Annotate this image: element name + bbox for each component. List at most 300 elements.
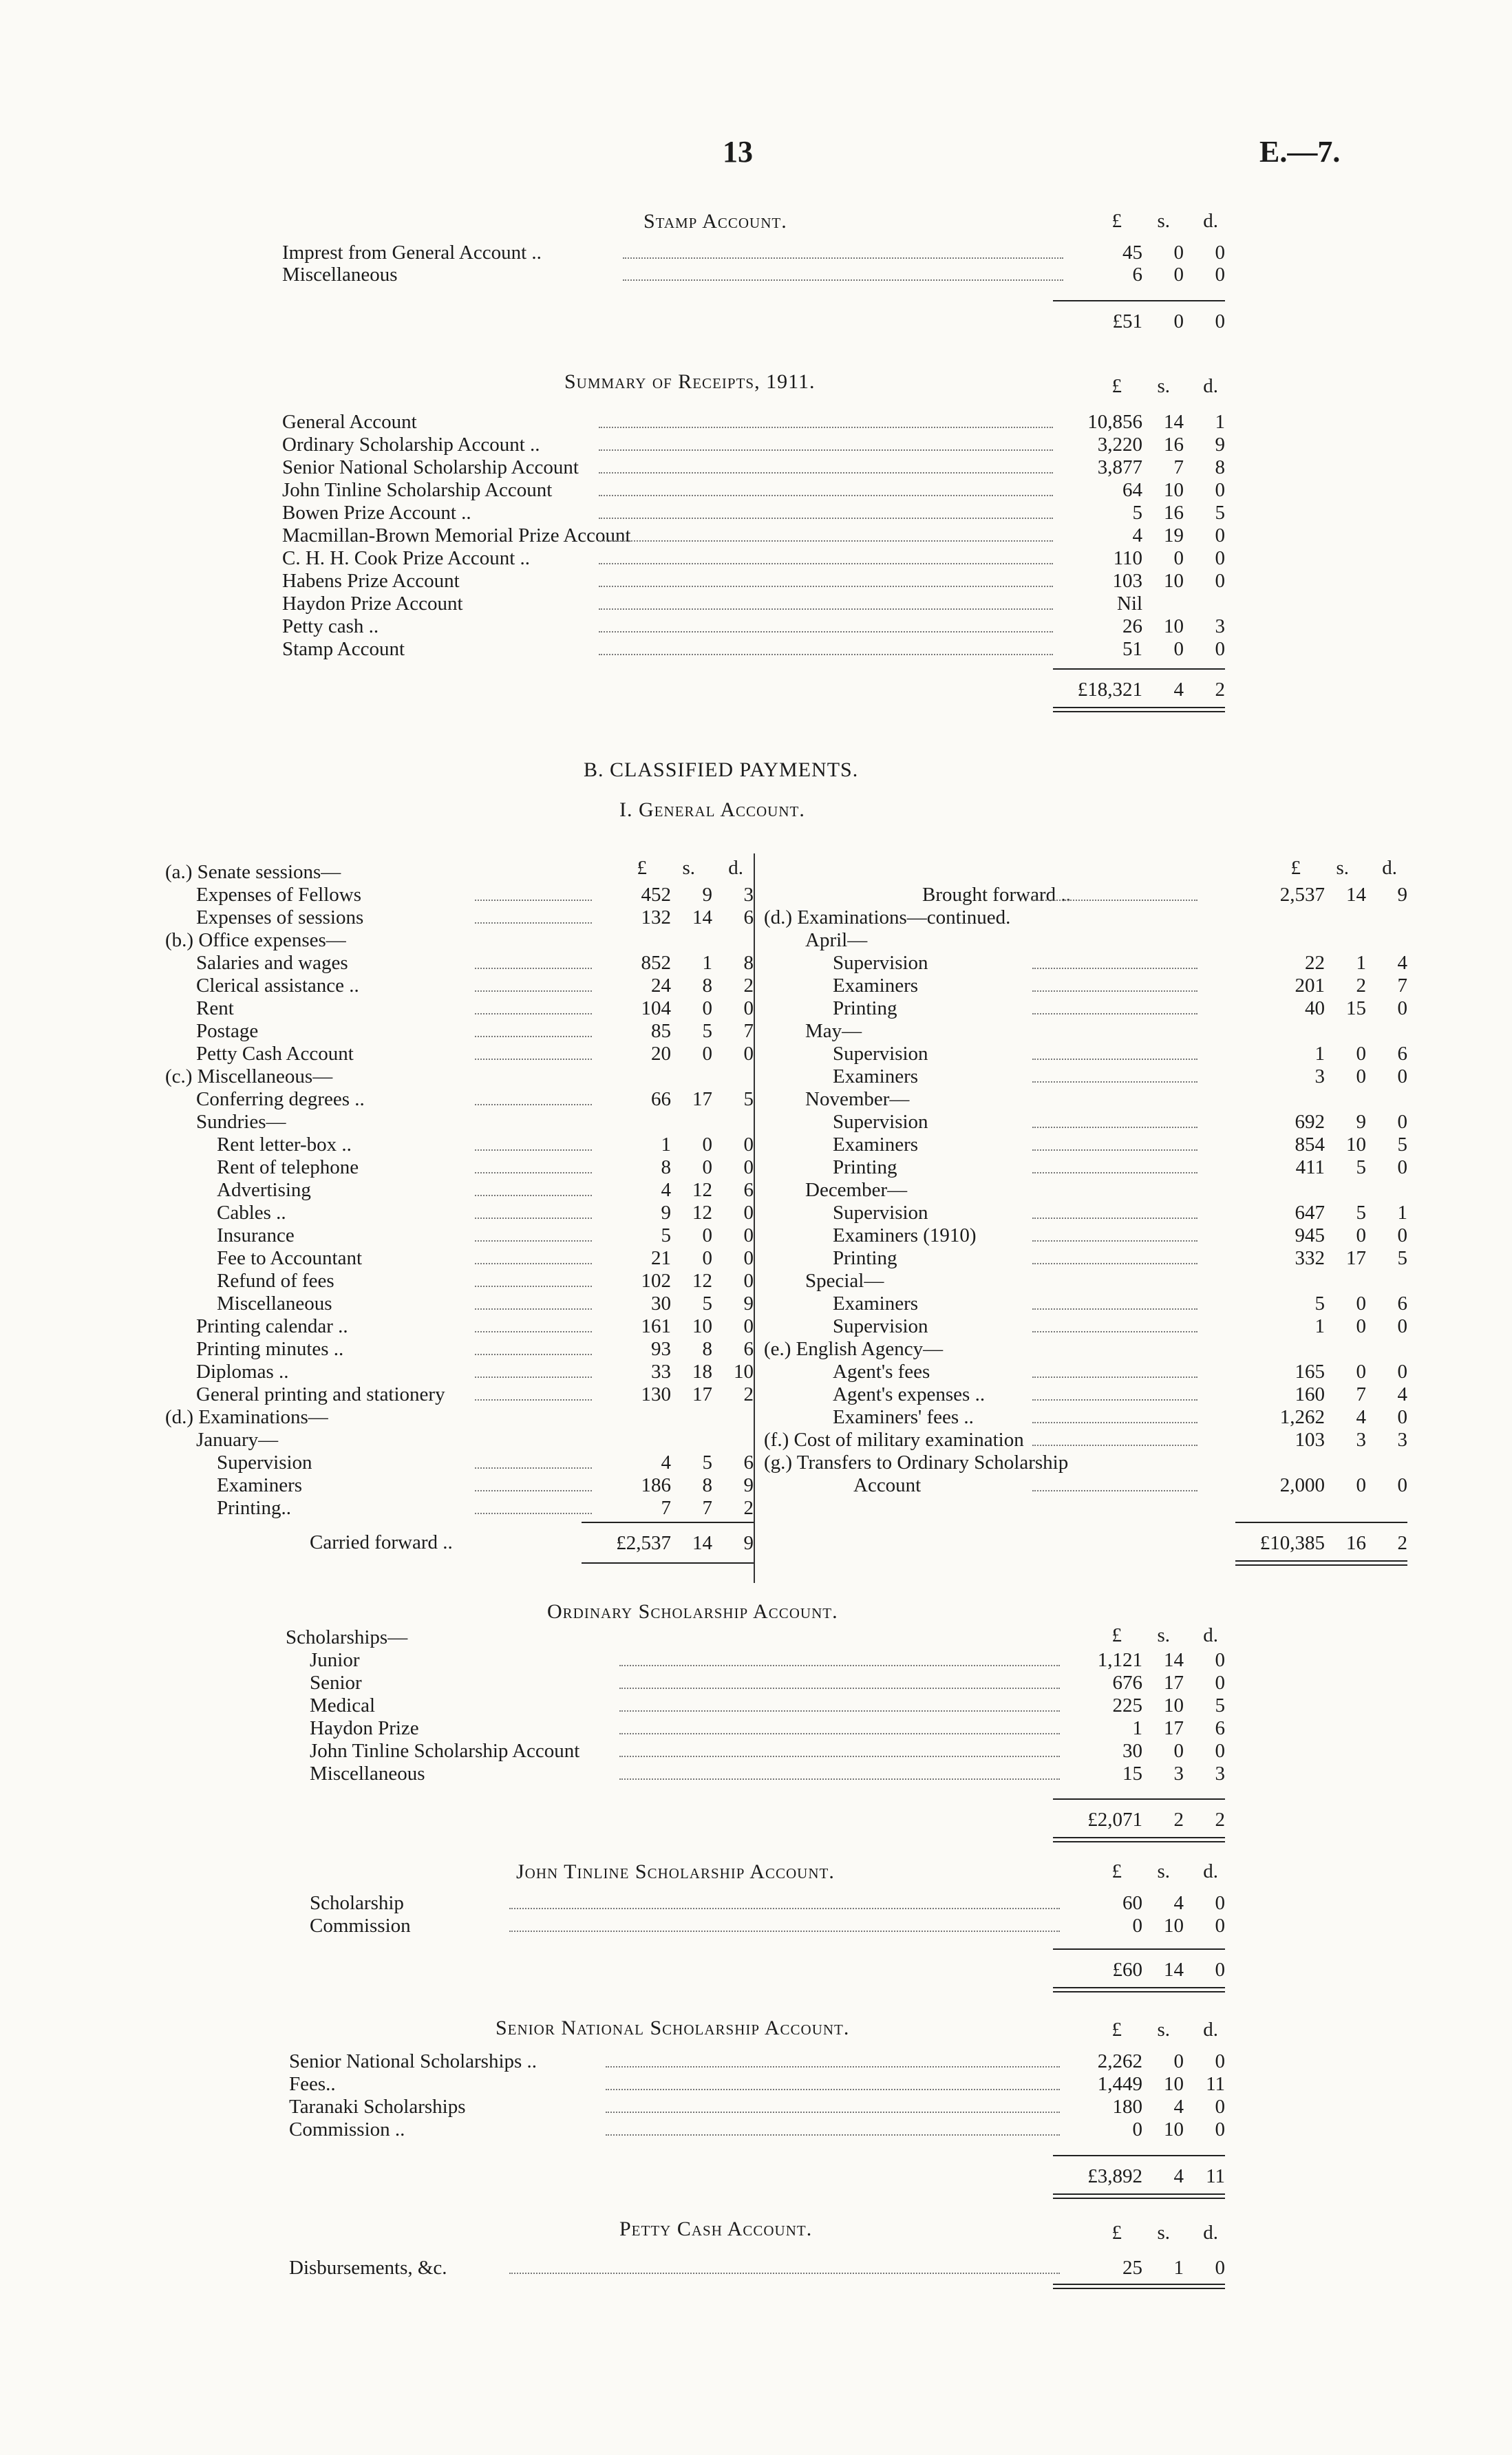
ledger-row bbox=[0, 1914, 1512, 1937]
amount-shillings: 10 bbox=[1164, 615, 1184, 637]
amount-shillings: 0 bbox=[1173, 264, 1184, 286]
shilling-header: s. bbox=[1157, 210, 1170, 232]
leader-dots bbox=[619, 1739, 1060, 1757]
ledger-row bbox=[0, 524, 1512, 547]
amount-shillings: 5 bbox=[1356, 1156, 1366, 1178]
amount-pence: 0 bbox=[1215, 2050, 1225, 2072]
amount-pounds: 225 bbox=[1112, 1694, 1142, 1717]
row-label: Bowen Prize Account .. bbox=[282, 502, 471, 524]
row-label: John Tinline Scholarship Account bbox=[310, 1740, 580, 1762]
leader-dots bbox=[509, 2256, 1060, 2274]
row-label: Rent letter-box .. bbox=[217, 1134, 352, 1156]
row-label: Examiners bbox=[217, 1474, 303, 1496]
amount-pence: 5 bbox=[743, 1088, 754, 1110]
row-label: Clerical assistance .. bbox=[196, 975, 359, 997]
amount-pence: 9 bbox=[743, 1293, 754, 1315]
amount-shillings: 19 bbox=[1164, 524, 1184, 546]
leader-dots bbox=[1032, 1133, 1197, 1151]
row-label: John Tinline Scholarship Account bbox=[282, 479, 553, 501]
amount-shillings: 1 bbox=[702, 952, 712, 974]
ledger-row bbox=[0, 1065, 1512, 1088]
amount-pounds: 180 bbox=[1112, 2096, 1142, 2118]
row-label: Printing bbox=[833, 1247, 897, 1269]
leader-dots bbox=[1032, 1315, 1197, 1332]
row-label: Examiners bbox=[833, 1134, 919, 1156]
amount-pence: 6 bbox=[1397, 1293, 1407, 1315]
ledger-row bbox=[0, 1156, 1512, 1179]
amount-pence: 0 bbox=[1397, 1156, 1407, 1178]
amount-shillings: 10 bbox=[1164, 2118, 1184, 2140]
amount-pounds: 103 bbox=[1112, 570, 1142, 592]
amount-pounds: 1 bbox=[1314, 1315, 1325, 1337]
total-rule-top bbox=[1053, 1798, 1225, 1800]
amount-pounds: 647 bbox=[1295, 1202, 1325, 1224]
row-label: Conferring degrees .. bbox=[196, 1088, 365, 1110]
amount-pounds: 25 bbox=[1122, 2257, 1142, 2279]
row-label: Supervision bbox=[833, 1202, 928, 1224]
total-shillings: 16 bbox=[1346, 1532, 1366, 1554]
amount-shillings: 12 bbox=[692, 1179, 712, 1201]
leader-dots bbox=[1032, 883, 1197, 901]
amount-shillings: 3 bbox=[1356, 1429, 1366, 1451]
shilling-header: s. bbox=[1157, 2222, 1170, 2244]
amount-pence: 0 bbox=[1215, 1649, 1225, 1671]
shilling-header: s. bbox=[1157, 2019, 1170, 2041]
summary-receipts-title: Summary of Receipts, 1911. bbox=[564, 370, 816, 393]
total-rule-top bbox=[1235, 1522, 1407, 1523]
ledger-row bbox=[0, 1428, 1512, 1452]
total-rule-top bbox=[582, 1522, 754, 1523]
amount-pounds: 6 bbox=[1132, 264, 1142, 286]
amount-shillings: 0 bbox=[1356, 1065, 1366, 1087]
ledger-row bbox=[0, 1042, 1512, 1065]
amount-pounds: 66 bbox=[651, 1088, 671, 1110]
amount-pence: 6 bbox=[1215, 1717, 1225, 1739]
currency-header bbox=[1053, 1860, 1232, 1884]
amount-pounds: 854 bbox=[1295, 1134, 1325, 1156]
amount-shillings: 0 bbox=[702, 1224, 712, 1246]
amount-shillings: 16 bbox=[1164, 502, 1184, 524]
amount-pence: 0 bbox=[1397, 1361, 1407, 1383]
amount-pounds: 3,220 bbox=[1097, 434, 1142, 456]
amount-pounds: 110 bbox=[1113, 547, 1142, 569]
row-label: Scholarship bbox=[310, 1892, 404, 1914]
ledger-row bbox=[0, 1474, 1512, 1497]
amount-shillings: 12 bbox=[692, 1270, 712, 1292]
amount-pence: 1 bbox=[1215, 411, 1225, 433]
amount-shillings: 0 bbox=[1356, 1224, 1366, 1246]
leader-dots bbox=[475, 1496, 592, 1514]
amount-pounds: Nil bbox=[1116, 593, 1142, 615]
row-label: (f.) Cost of military examination bbox=[764, 1429, 1024, 1451]
ledger-row bbox=[0, 501, 1512, 524]
amount-pounds: 5 bbox=[661, 1224, 671, 1246]
row-label: Disbursements, &c. bbox=[289, 2257, 447, 2279]
amount-shillings: 0 bbox=[1173, 2050, 1184, 2072]
ledger-row bbox=[0, 906, 1512, 929]
leader-dots bbox=[619, 1648, 1060, 1666]
leader-dots bbox=[623, 263, 1063, 281]
ledger-row bbox=[0, 1110, 1512, 1134]
amount-pounds: 30 bbox=[1122, 1740, 1142, 1762]
amount-pence: 0 bbox=[1215, 638, 1225, 660]
amount-pence: 0 bbox=[1397, 1406, 1407, 1428]
shilling-header: s. bbox=[682, 857, 695, 879]
total-pence: 0 bbox=[1215, 310, 1225, 332]
ledger-row bbox=[0, 1178, 1512, 1202]
row-label: Printing bbox=[833, 997, 897, 1019]
amount-shillings: 5 bbox=[702, 1452, 712, 1474]
petty-cash-title: Petty Cash Account. bbox=[619, 2218, 813, 2240]
amount-pence: 11 bbox=[1206, 2073, 1225, 2095]
currency-header bbox=[1053, 375, 1232, 398]
amount-shillings: 10 bbox=[1164, 479, 1184, 501]
amount-pence: 0 bbox=[1215, 547, 1225, 569]
amount-pounds: 20 bbox=[651, 1043, 671, 1065]
amount-shillings: 1 bbox=[1356, 952, 1366, 974]
total-pounds: £10,385 bbox=[1259, 1532, 1325, 1554]
amount-shillings: 1 bbox=[1173, 2257, 1184, 2279]
amount-pence: 1 bbox=[1397, 1202, 1407, 1224]
ledger-row bbox=[0, 478, 1512, 502]
amount-pounds: 692 bbox=[1295, 1111, 1325, 1133]
ledger-row bbox=[0, 263, 1512, 286]
row-label: April— bbox=[805, 929, 868, 951]
row-label: Taranaki Scholarships bbox=[289, 2096, 466, 2118]
amount-shillings: 5 bbox=[702, 1020, 712, 1042]
amount-pence: 6 bbox=[743, 1338, 754, 1360]
row-label: Examiners' fees .. bbox=[833, 1406, 974, 1428]
amount-pence: 10 bbox=[734, 1361, 754, 1383]
amount-pence: 5 bbox=[1397, 1247, 1407, 1269]
amount-pence: 6 bbox=[1397, 1043, 1407, 1065]
amount-shillings: 0 bbox=[702, 1134, 712, 1156]
amount-pence: 7 bbox=[743, 1020, 754, 1042]
row-label: Special— bbox=[805, 1270, 884, 1292]
amount-pounds: 186 bbox=[641, 1474, 671, 1496]
amount-shillings: 15 bbox=[1346, 997, 1366, 1019]
amount-pence: 0 bbox=[743, 1134, 754, 1156]
tinline-total bbox=[0, 1958, 1512, 1981]
row-label: (a.) Senate sessions— bbox=[165, 861, 341, 883]
amount-pounds: 676 bbox=[1112, 1672, 1142, 1694]
row-label: Petty Cash Account bbox=[196, 1043, 354, 1065]
amount-pence: 2 bbox=[743, 975, 754, 997]
leader-dots bbox=[1032, 1474, 1197, 1491]
amount-shillings: 10 bbox=[692, 1315, 712, 1337]
row-label: Refund of fees bbox=[217, 1270, 334, 1292]
leader-dots bbox=[619, 1694, 1060, 1712]
ledger-row bbox=[0, 1133, 1512, 1156]
amount-shillings: 0 bbox=[1356, 1043, 1366, 1065]
amount-pounds: 201 bbox=[1295, 975, 1325, 997]
amount-shillings: 17 bbox=[692, 1383, 712, 1405]
row-label: C. H. H. Cook Prize Account .. bbox=[282, 547, 531, 569]
amount-pence: 0 bbox=[743, 1315, 754, 1337]
leader-dots bbox=[1032, 997, 1197, 1014]
page-reference: E.—7. bbox=[1259, 135, 1341, 169]
total-shillings: 4 bbox=[1173, 679, 1184, 701]
row-label: Miscellaneous bbox=[310, 1763, 425, 1785]
shilling-header: s. bbox=[1336, 857, 1349, 879]
leader-dots bbox=[509, 1914, 1060, 1932]
row-label: January— bbox=[196, 1429, 279, 1451]
row-label: Ordinary Scholarship Account .. bbox=[282, 434, 540, 456]
amount-pence: 0 bbox=[743, 1156, 754, 1178]
amount-pounds: 5 bbox=[1132, 502, 1142, 524]
amount-pounds: 104 bbox=[641, 997, 671, 1019]
ledger-row bbox=[0, 1292, 1512, 1315]
leader-dots bbox=[623, 241, 1063, 259]
row-label: Brought forward .. bbox=[922, 884, 1071, 906]
row-label: Cables .. bbox=[217, 1202, 286, 1224]
amount-shillings: 3 bbox=[1173, 1763, 1184, 1785]
amount-shillings: 14 bbox=[1164, 1649, 1184, 1671]
amount-pounds: 1 bbox=[1132, 1717, 1142, 1739]
amount-shillings: 14 bbox=[1164, 411, 1184, 433]
amount-pounds: 161 bbox=[641, 1315, 671, 1337]
currency-header bbox=[1053, 2019, 1232, 2042]
amount-pounds: 7 bbox=[661, 1497, 671, 1519]
leader-dots bbox=[1032, 1110, 1197, 1128]
ledger-row bbox=[0, 1626, 1512, 1649]
row-label: May— bbox=[805, 1020, 862, 1042]
leader-dots bbox=[606, 2050, 1060, 2068]
pence-header: d. bbox=[1203, 375, 1218, 397]
pence-header: d. bbox=[1382, 857, 1397, 879]
total-shillings: 2 bbox=[1173, 1809, 1184, 1831]
total-rule-bottom bbox=[1053, 1987, 1225, 1988]
leader-dots bbox=[1032, 1292, 1197, 1310]
row-label: Supervision bbox=[833, 1111, 928, 1133]
amount-pence: 0 bbox=[1397, 1315, 1407, 1337]
leader-dots bbox=[1032, 1246, 1197, 1264]
amount-pence: 0 bbox=[1215, 1672, 1225, 1694]
amount-pounds: 0 bbox=[1132, 2118, 1142, 2140]
amount-pence: 6 bbox=[743, 1452, 754, 1474]
total-pence: 11 bbox=[1206, 2165, 1225, 2187]
ledger-row bbox=[0, 637, 1512, 661]
amount-shillings: 0 bbox=[1173, 547, 1184, 569]
row-label: Macmillan-Brown Memorial Prize Account bbox=[282, 524, 631, 546]
amount-shillings: 0 bbox=[1356, 1474, 1366, 1496]
amount-shillings: 10 bbox=[1164, 1915, 1184, 1937]
amount-shillings: 5 bbox=[702, 1293, 712, 1315]
total-rule-top bbox=[1053, 668, 1225, 670]
ledger-row bbox=[0, 997, 1512, 1020]
amount-pence: 3 bbox=[1215, 1763, 1225, 1785]
leader-dots bbox=[1032, 1224, 1197, 1242]
leader-dots bbox=[599, 637, 1053, 655]
amount-shillings: 7 bbox=[1356, 1383, 1366, 1405]
classified-payments-heading: B. CLASSIFIED PAYMENTS. bbox=[584, 758, 859, 781]
row-label: Supervision bbox=[833, 1043, 928, 1065]
ledger-row bbox=[0, 974, 1512, 997]
amount-shillings: 0 bbox=[1356, 1361, 1366, 1383]
row-label: Insurance bbox=[217, 1224, 295, 1246]
amount-shillings: 0 bbox=[1173, 1740, 1184, 1762]
leader-dots bbox=[599, 410, 1053, 428]
amount-pence: 0 bbox=[1397, 997, 1407, 1019]
amount-pence: 5 bbox=[1215, 1694, 1225, 1717]
row-label: Haydon Prize Account bbox=[282, 593, 463, 615]
amount-pence: 5 bbox=[1397, 1134, 1407, 1156]
row-label: Salaries and wages bbox=[196, 952, 348, 974]
leader-dots bbox=[619, 1671, 1060, 1689]
amount-pounds: 0 bbox=[1132, 1915, 1142, 1937]
amount-pounds: 1,121 bbox=[1097, 1649, 1142, 1671]
total-pounds: £60 bbox=[1112, 1959, 1142, 1981]
amount-shillings: 10 bbox=[1346, 1134, 1366, 1156]
row-label: Printing calendar .. bbox=[196, 1315, 348, 1337]
amount-pounds: 93 bbox=[651, 1338, 671, 1360]
amount-shillings: 7 bbox=[1173, 456, 1184, 478]
row-label: Senior bbox=[310, 1672, 362, 1694]
row-label: December— bbox=[805, 1179, 908, 1201]
row-label: Stamp Account bbox=[282, 638, 405, 660]
row-label: Examiners bbox=[833, 1065, 919, 1087]
leader-dots bbox=[599, 592, 1053, 610]
row-label: Habens Prize Account bbox=[282, 570, 460, 592]
amount-pounds: 21 bbox=[651, 1247, 671, 1269]
ledger-row bbox=[0, 1383, 1512, 1406]
amount-pence: 0 bbox=[743, 1224, 754, 1246]
amount-pounds: 2,000 bbox=[1279, 1474, 1325, 1496]
leader-dots bbox=[599, 546, 1053, 564]
row-label: Supervision bbox=[833, 952, 928, 974]
row-label: Rent bbox=[196, 997, 234, 1019]
ordinary-scholarship-total bbox=[0, 1808, 1512, 1831]
amount-pounds: 411 bbox=[1295, 1156, 1325, 1178]
leader-dots bbox=[599, 478, 1053, 496]
amount-pence: 3 bbox=[743, 884, 754, 906]
total-rule-bottom bbox=[1235, 1564, 1407, 1566]
ledger-row bbox=[0, 546, 1512, 570]
ordinary-scholarship-title: Ordinary Scholarship Account. bbox=[547, 1600, 838, 1623]
amount-pence: 7 bbox=[1397, 975, 1407, 997]
amount-shillings: 10 bbox=[1164, 570, 1184, 592]
row-label: Examiners (1910) bbox=[833, 1224, 977, 1246]
amount-pence: 0 bbox=[743, 1043, 754, 1065]
ledger-row bbox=[0, 1315, 1512, 1338]
pence-header: d. bbox=[1203, 2222, 1218, 2244]
amount-pence: 5 bbox=[1215, 502, 1225, 524]
leader-dots bbox=[1032, 1383, 1197, 1401]
amount-pounds: 4 bbox=[661, 1452, 671, 1474]
amount-pence: 6 bbox=[743, 906, 754, 928]
stamp-account-title: Stamp Account. bbox=[643, 210, 787, 233]
total-rule-top bbox=[1053, 1948, 1225, 1950]
amount-pence: 0 bbox=[1215, 479, 1225, 501]
amount-pounds: 2,537 bbox=[1279, 884, 1325, 906]
total-pounds: £18,321 bbox=[1077, 679, 1142, 701]
row-label: November— bbox=[805, 1088, 910, 1110]
total-pence: 2 bbox=[1215, 679, 1225, 701]
ledger-row bbox=[0, 2118, 1512, 2141]
row-label: Supervision bbox=[217, 1452, 312, 1474]
row-label: Miscellaneous bbox=[282, 264, 398, 286]
total-rule-bottom bbox=[1053, 1841, 1225, 1842]
ledger-row bbox=[0, 1891, 1512, 1915]
amount-pounds: 4 bbox=[1132, 524, 1142, 546]
amount-shillings: 17 bbox=[1164, 1672, 1184, 1694]
total-rule-bottom bbox=[1235, 1560, 1407, 1562]
amount-pounds: 1,449 bbox=[1097, 2073, 1142, 2095]
leader-dots bbox=[1032, 1156, 1197, 1173]
carried-rule-bottom bbox=[582, 1562, 754, 1564]
amount-shillings: 0 bbox=[1173, 242, 1184, 264]
amount-pounds: 852 bbox=[641, 952, 671, 974]
leader-dots bbox=[606, 2072, 1060, 2090]
row-label: (g.) Transfers to Ordinary Scholarship bbox=[764, 1452, 1069, 1474]
row-label: (c.) Miscellaneous— bbox=[165, 1065, 333, 1087]
total-pounds: £51 bbox=[1112, 310, 1142, 332]
amount-pence: 4 bbox=[1397, 952, 1407, 974]
amount-pence: 0 bbox=[1397, 1111, 1407, 1133]
amount-pounds: 60 bbox=[1122, 1892, 1142, 1914]
ledger-row bbox=[0, 928, 1512, 952]
amount-pence: 0 bbox=[1215, 264, 1225, 286]
page-number: 13 bbox=[723, 135, 753, 169]
amount-pounds: 2,262 bbox=[1097, 2050, 1142, 2072]
leader-dots bbox=[509, 1891, 1060, 1909]
amount-pence: 0 bbox=[1215, 2118, 1225, 2140]
row-label: Diplomas .. bbox=[196, 1361, 289, 1383]
ledger-row bbox=[0, 2256, 1512, 2279]
tinline-title: John Tinline Scholarship Account. bbox=[516, 1860, 835, 1883]
amount-pounds: 10,856 bbox=[1087, 411, 1142, 433]
amount-pence: 2 bbox=[743, 1383, 754, 1405]
amount-shillings: 14 bbox=[1346, 884, 1366, 906]
leader-dots bbox=[1032, 1065, 1197, 1083]
amount-pence: 0 bbox=[1397, 1474, 1407, 1496]
amount-shillings: 4 bbox=[1173, 2096, 1184, 2118]
amount-shillings: 12 bbox=[692, 1202, 712, 1224]
row-label: Printing bbox=[833, 1156, 897, 1178]
amount-pounds: 1 bbox=[1314, 1043, 1325, 1065]
currency-header bbox=[1053, 2222, 1232, 2245]
ledger-row bbox=[0, 433, 1512, 456]
ledger-row bbox=[0, 1739, 1512, 1763]
amount-pence: 0 bbox=[1215, 2096, 1225, 2118]
amount-shillings: 0 bbox=[1173, 638, 1184, 660]
ledger-row bbox=[0, 1451, 1512, 1474]
total-shillings: 4 bbox=[1173, 2165, 1184, 2187]
row-label: Senior National Scholarships .. bbox=[289, 2050, 537, 2072]
ledger-row bbox=[0, 1762, 1512, 1785]
amount-pounds: 3,877 bbox=[1097, 456, 1142, 478]
total-shillings: 0 bbox=[1173, 310, 1184, 332]
amount-pence: 2 bbox=[743, 1497, 754, 1519]
amount-pounds: 4 bbox=[661, 1179, 671, 1201]
amount-pounds: 452 bbox=[641, 884, 671, 906]
amount-pounds: 9 bbox=[661, 1202, 671, 1224]
row-label: Expenses of Fellows bbox=[196, 884, 362, 906]
ledger-row bbox=[0, 883, 1512, 906]
amount-pounds: 22 bbox=[1305, 952, 1325, 974]
amount-shillings: 0 bbox=[702, 1156, 712, 1178]
stamp-account-total bbox=[0, 310, 1512, 333]
pound-header: £ bbox=[1290, 857, 1301, 879]
ledger-row bbox=[0, 2072, 1512, 2096]
row-label: Imprest from General Account .. bbox=[282, 242, 542, 264]
row-label: General Account bbox=[282, 411, 417, 433]
amount-pence: 9 bbox=[743, 1474, 754, 1496]
currency-header bbox=[1053, 210, 1232, 233]
ledger-row bbox=[0, 1360, 1512, 1383]
ledger-row bbox=[0, 1224, 1512, 1247]
pence-header: d. bbox=[1203, 2019, 1218, 2041]
